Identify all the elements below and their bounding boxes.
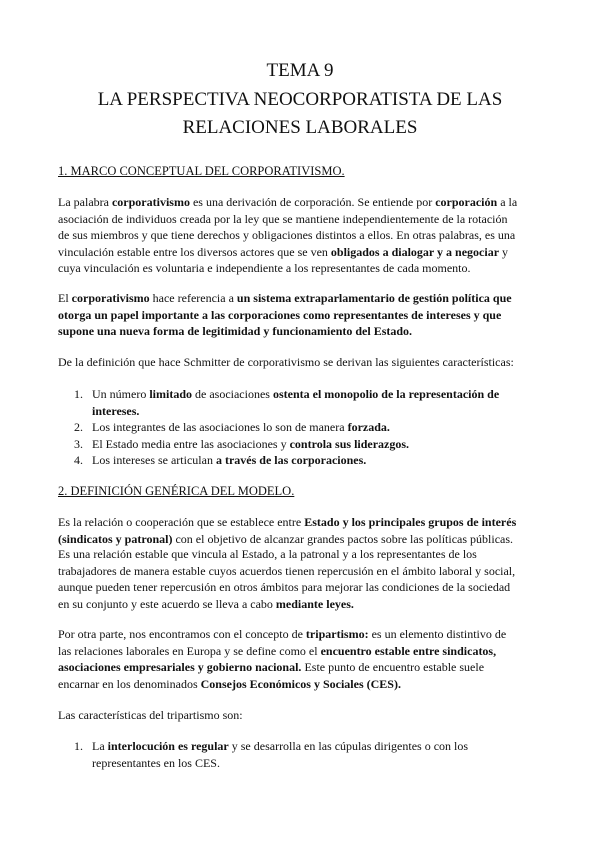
section-1-paragraph-2: El corporativismo hace referencia a un sistema extraparlamentario de gestión política que otorga un papel importante a las corporaciones como representantes de intereses y que supone una nueva forma de legitimidad y funcionamiento del Estado. — [58, 291, 512, 338]
list-item: 4. Los intereses se articulan a través de las corporaciones. — [74, 453, 367, 467]
section-2-heading: 2. DEFINICIÓN GENÉRICA DEL MODELO. — [58, 484, 295, 498]
section-1-paragraph-3: De la definición que hace Schmitter de corporativismo se derivan las siguientes características: — [58, 355, 514, 369]
section-1-heading: 1. MARCO CONCEPTUAL DEL CORPORATIVISMO. — [58, 164, 345, 178]
document-title-line-1: TEMA 9 — [266, 60, 334, 81]
document-title-line-3: RELACIONES LABORALES — [182, 117, 418, 138]
section-1-paragraph-1: La palabra corporativismo es una derivación de corporación. Se entiende por corporación a la asociación de individuos creada por la ley que se mantiene independientemente de la rotación de sus miembros y que tiene derechos y obligaciones distintos a ellos. En otras palabras, es una vinculación estable entre los diversos actores que se ven obligados a dialogar y a negociar y cuya vinculación es voluntaria e independiente a los representantes de cada momento. — [58, 195, 518, 275]
document-title-line-2: LA PERSPECTIVA NEOCORPORATISTA DE LAS — [97, 89, 503, 110]
list-item: 3. El Estado media entre las asociaciones y controla sus liderazgos. — [74, 436, 410, 451]
section-2-paragraph-1: Es la relación o cooperación que se establece entre Estado y los principales grupos de interés (sindicatos y patronal) con el objetivo de alcanzar grandes pactos sobre las políticas públicas. — [58, 515, 517, 546]
list-item: 1. La interlocución es regular y se desarrolla en las cúpulas dirigentes o con los representantes en los CES. — [74, 739, 469, 770]
section-2-paragraph-3: Por otra parte, nos encontramos con el concepto de tripartismo: es un elemento distintivo de las relaciones laborales en Europa y se define como el encuentro estable entre sindicatos, asociaciones empresariales y gobierno nacional. Este punto de encuentro estable suele encarnar en los denominados Consejos Económicos y Sociales (CES). — [58, 627, 507, 691]
section-2-paragraph-2: Es una relación estable que vincula al Estado, a la patronal y a los representantes de los trabajadores de manera estable cuyos acuerdos tienen repercusión en el ámbito laboral y social, aunque pueden tener repercusión en otros ámbitos para mejorar las condiciones de la sociedad en su conjunto y este acuerdo se lleva a cabo mediante leyes. — [58, 547, 516, 611]
tripartismo-characteristics-list — [58, 738, 520, 771]
schmitter-characteristics-list — [58, 386, 520, 469]
section-2-paragraph-4: Las características del tripartismo son: — [58, 708, 243, 722]
list-item: 1. Un número limitado de asociaciones ostenta el monopolio de la representación de intereses. — [74, 387, 500, 418]
list-item: 2. Los integrantes de las asociaciones lo son de manera forzada. — [74, 420, 390, 434]
